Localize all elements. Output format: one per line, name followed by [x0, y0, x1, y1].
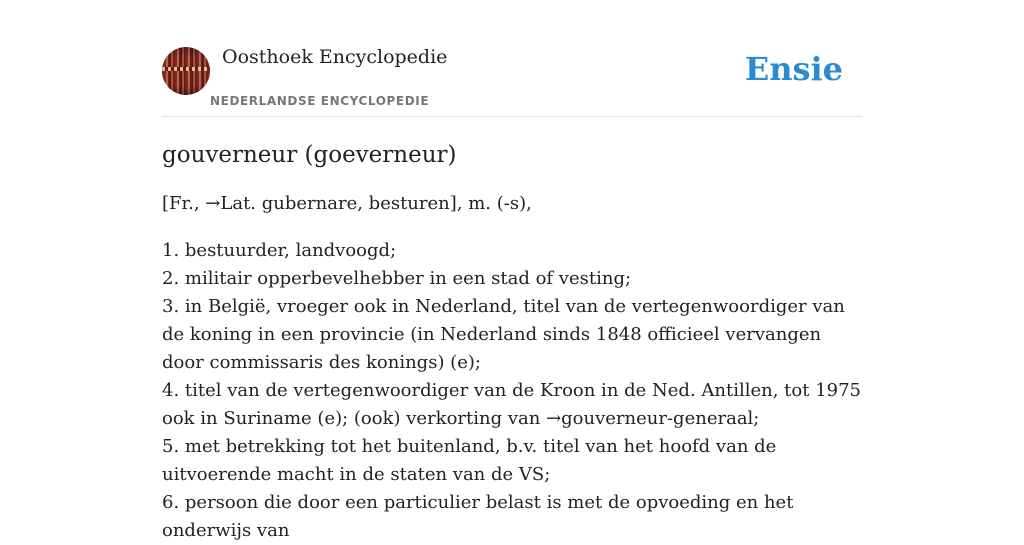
definition-item: 2. militair opperbevelhebber in een stad of vesting;	[162, 268, 632, 289]
definition-item: 3. in België, vroeger ook in Nederland, titel van de vertegenwoordiger van de koning in een provincie (in Nederland sinds 1848 officieel vervangen door commissaris des konings) (e);	[162, 296, 845, 373]
site-title[interactable]: Oosthoek Encyclopedie	[222, 46, 448, 68]
site-subtitle: NEDERLANDSE ENCYCLOPEDIE	[210, 94, 430, 108]
brand-logo[interactable]: Ensie	[744, 50, 843, 88]
entry-content	[162, 138, 862, 545]
encyclopedia-books-logo[interactable]	[162, 47, 210, 95]
definition-item: 5. met betrekking tot het buitenland, b.v. titel van het hoofd van de uitvoerende macht in de staten van de VS;	[162, 436, 777, 485]
site-header	[162, 0, 862, 117]
definition-item: 1. bestuurder, landvoogd;	[162, 240, 397, 261]
definition-item: 4. titel van de vertegenwoordiger van de Kroon in de Ned. Antillen, tot 1975 ook in Suriname (e); (ook) verkorting van →gouverneur-generaal;	[162, 380, 862, 429]
page	[162, 0, 862, 541]
entry-etymology: [Fr., →Lat. gubernare, besturen], m. (-s),	[162, 193, 532, 214]
definition-item: 6. persoon die door een particulier belast is met de opvoeding en het onderwijs van	[162, 492, 794, 541]
definition-list	[162, 237, 862, 545]
entry-headword: gouverneur (goeverneur)	[162, 142, 457, 168]
